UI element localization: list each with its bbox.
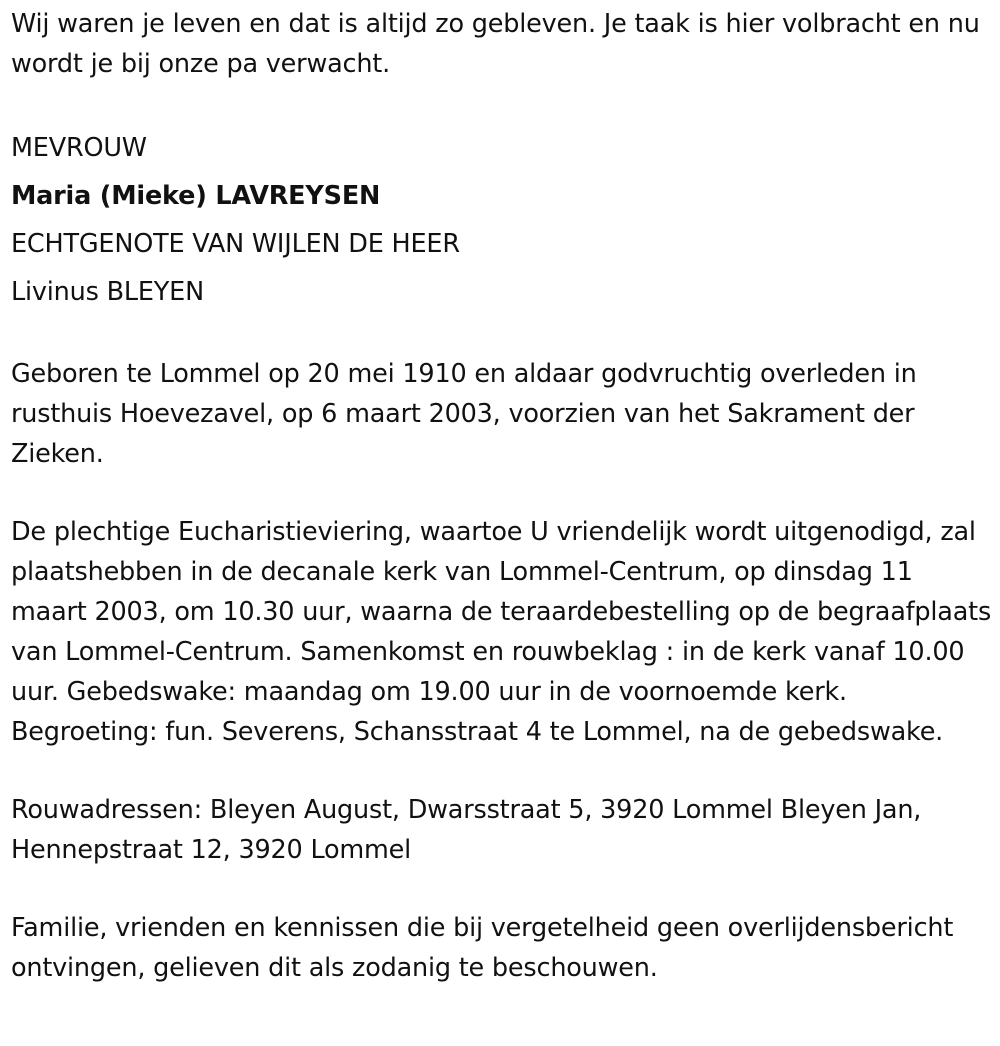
ceremony-paragraph: De plechtige Eucharistieviering, waartoe U vriendelijk wordt uitgenodigd, zal plaatshebben in de decanale kerk van Lommel-Centrum, op dinsdag 11 maart 2003, om 10.30 uur, waarna de teraardebestelling op de begraafplaats van Lommel-Centrum. Samenkomst en rouwbeklag : in de kerk vanaf 10.00 uur. Gebedswake: maandag om 19.00 uur in de voornoemde kerk. Begroeting: fun. Severens, Schansstraat 4 te Lommel, na de gebedswake. [11, 517, 992, 747]
closing-paragraph: Familie, vrienden en kennissen die bij vergetelheid geen overlijdensbericht ontvingen, gelieven dit als zodanig te beschouwen. [11, 913, 954, 983]
addresses-paragraph: Rouwadressen: Bleyen August, Dwarsstraat 5, 3920 Lommel Bleyen Jan, Hennepstraat 12, 3920 Lommel [11, 795, 922, 865]
deceased-name: Maria (Mieke) LAVREYSEN [11, 181, 381, 211]
name-block [11, 122, 996, 316]
relation-line: ECHTGENOTE VAN WIJLEN DE HEER [11, 229, 460, 259]
obituary-document [11, 4, 996, 1026]
birth-death-paragraph: Geboren te Lommel op 20 mei 1910 en aldaar godvruchtig overleden in rusthuis Hoevezavel, op 6 maart 2003, voorzien van het Sakrament der Zieken. [11, 359, 917, 469]
spouse-name: Livinus BLEYEN [11, 277, 204, 307]
intro-verse: Wij waren je leven en dat is altijd zo gebleven. Je taak is hier volbracht en nu wordt je bij onze pa verwacht. [11, 9, 980, 79]
title-line: MEVROUW [11, 133, 147, 163]
